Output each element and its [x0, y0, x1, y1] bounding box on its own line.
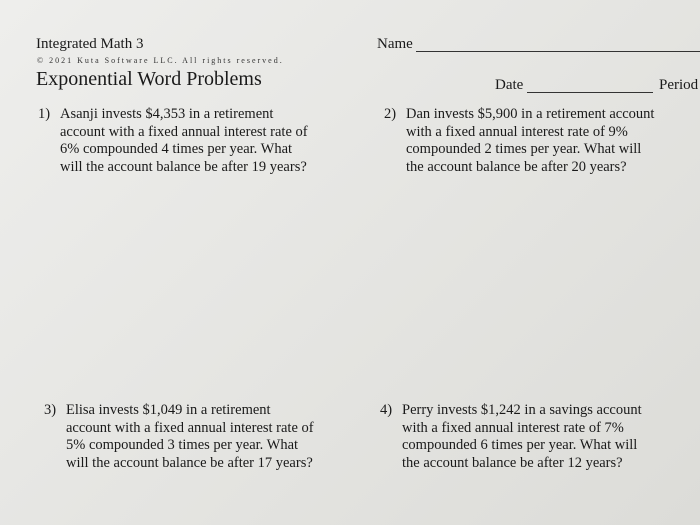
problem-text-line: the account balance be after 20 years? — [406, 158, 627, 175]
problem-text-line: Perry invests $1,242 in a savings account — [402, 402, 642, 418]
course-name: Integrated Math 3 — [36, 36, 144, 52]
problem-text-line: compounded 6 times per year. What will — [402, 437, 638, 453]
problem-4 — [380, 402, 642, 472]
problem-text-line: Asanji invests $4,353 in a retirement — [60, 106, 274, 122]
problem-number: 4) — [380, 402, 393, 418]
copyright-notice: © 2021 Kuta Software LLC. All rights reserved. — [37, 56, 284, 65]
problem-text-line: with a fixed annual interest rate of 7% — [402, 419, 624, 436]
problem-text-line: account with a fixed annual interest rate of — [60, 123, 308, 140]
problem-text-line: Dan invests $5,900 in a retirement account — [406, 106, 655, 122]
problem-text-line: account with a fixed annual interest rate of — [66, 419, 314, 436]
problem-text-line: Elisa invests $1,049 in a retirement — [66, 402, 271, 418]
name-blank-line — [416, 51, 700, 52]
problem-text-line: the account balance be after 12 years? — [402, 454, 623, 471]
problem-text-line: will the account balance be after 17 years? — [66, 454, 313, 471]
date-label: Date — [495, 77, 524, 93]
problem-text-line: compounded 2 times per year. What will — [406, 141, 642, 157]
problem-3 — [44, 402, 314, 472]
problem-text-line: with a fixed annual interest rate of 9% — [406, 123, 628, 140]
worksheet-title: Exponential Word Problems — [36, 68, 262, 90]
problem-2 — [384, 106, 654, 176]
problem-1 — [38, 106, 308, 176]
problem-number: 1) — [38, 106, 51, 122]
date-blank-line — [527, 92, 653, 93]
problem-number: 3) — [44, 402, 57, 418]
problem-text-line: will the account balance be after 19 years? — [60, 158, 307, 175]
problem-text-line: 5% compounded 3 times per year. What — [66, 437, 299, 453]
problem-number: 2) — [384, 106, 397, 122]
problem-text-line: 6% compounded 4 times per year. What — [60, 141, 293, 157]
name-label: Name — [377, 36, 413, 52]
period-label: Period — [659, 77, 699, 93]
